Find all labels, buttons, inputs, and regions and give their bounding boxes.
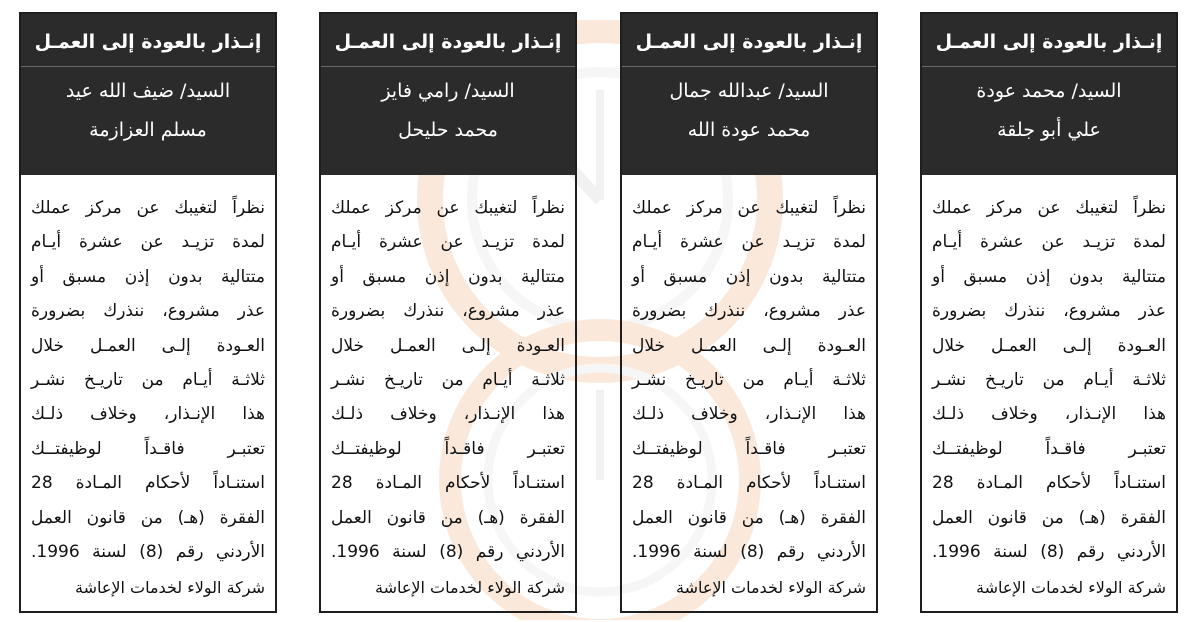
notice-body [321, 175, 575, 569]
body-line: ثلاثـة أيـام من تاريـخ نشـر [331, 370, 565, 391]
body-line: ثلاثـة أيـام من تاريـخ نشـر [31, 370, 265, 391]
header-divider [922, 66, 1176, 67]
body-line: نظراً لتغيبك عن مركز عملك [932, 198, 1166, 218]
notice-body [21, 175, 275, 569]
employee-name-line-1: السيد/ محمد عودة [976, 80, 1122, 102]
notice-body [922, 175, 1176, 569]
body-line: ثلاثـة أيـام من تاريـخ نشـر [932, 370, 1166, 391]
notice-title: إنـذار بالعودة إلى العمـل [935, 31, 1163, 53]
body-line: تعتبـر فاقـداً لوظيفتــك [331, 438, 565, 459]
company-signature: شركة الولاء لخدمات الإعاشة [675, 578, 866, 597]
body-line: الفقرة (هـ) من قانون العمل [331, 507, 565, 528]
notice-header [922, 14, 1176, 175]
body-line: الفقرة (هـ) من قانون العمل [932, 507, 1166, 528]
employee-name-line-2: علي أبو جلقة [997, 119, 1101, 141]
body-line: استنـاداً لأحكام المـادة 28 [31, 473, 265, 494]
body-line: الفقرة (هـ) من قانون العمل [632, 507, 866, 528]
employee-name-line-1: السيد/ رامي فايز [381, 80, 515, 102]
body-line: العـودة إلـى العمـل خلال [932, 335, 1166, 356]
body-line: لمدة تزيـد عن عشرة أيـام [331, 232, 565, 253]
notice-title: إنـذار بالعودة إلى العمـل [334, 31, 562, 53]
notice-body [622, 175, 876, 569]
notice-card-4 [19, 12, 277, 613]
body-line: استنـاداً لأحكام المـادة 28 [932, 473, 1166, 494]
body-line: هذا الإنـذار، وخلاف ذلـك [31, 404, 265, 425]
body-line: نظراً لتغيبك عن مركز عملك [632, 198, 866, 218]
body-line: استنـاداً لأحكام المـادة 28 [331, 473, 565, 494]
notice-title: إنـذار بالعودة إلى العمـل [635, 31, 863, 53]
company-signature: شركة الولاء لخدمات الإعاشة [74, 578, 265, 597]
notice-card-3 [319, 12, 577, 613]
body-line: تعتبـر فاقـداً لوظيفتــك [31, 438, 265, 459]
body-line: متتالية بدون إذن مسبق أو [31, 266, 265, 287]
body-line: استنـاداً لأحكام المـادة 28 [632, 473, 866, 494]
body-line: متتالية بدون إذن مسبق أو [932, 266, 1166, 287]
body-line: الفقرة (هـ) من قانون العمل [31, 507, 265, 528]
employee-name-line-2: محمد عودة الله [687, 119, 811, 141]
notice-card-1 [920, 12, 1178, 613]
notice-card-2 [620, 12, 878, 613]
employee-name-line-1: السيد/ عبدالله جمال [669, 80, 829, 102]
body-line: هذا الإنـذار، وخلاف ذلـك [932, 404, 1166, 425]
body-line: الأردني رقم (8) لسنة 1996. [932, 542, 1166, 563]
body-line: نظراً لتغيبك عن مركز عملك [31, 198, 265, 218]
body-line: عذر مشروع، ننذرك بضرورة [331, 301, 565, 322]
notice-header [321, 14, 575, 175]
body-line: نظراً لتغيبك عن مركز عملك [331, 198, 565, 218]
body-line: تعتبـر فاقـداً لوظيفتــك [632, 438, 866, 459]
header-divider [21, 66, 275, 67]
body-line: عذر مشروع، ننذرك بضرورة [31, 301, 265, 322]
company-signature: شركة الولاء لخدمات الإعاشة [374, 578, 565, 597]
employee-name-line-2: مسلم العزازمة [89, 119, 207, 141]
notice-header [622, 14, 876, 175]
notice-header [21, 14, 275, 175]
body-line: الأردني رقم (8) لسنة 1996. [331, 542, 565, 563]
body-line: الأردني رقم (8) لسنة 1996. [632, 542, 866, 563]
body-line: العـودة إلـى العمـل خلال [331, 335, 565, 356]
body-line: هذا الإنـذار، وخلاف ذلـك [331, 404, 565, 425]
body-line: العـودة إلـى العمـل خلال [31, 335, 265, 356]
body-line: عذر مشروع، ننذرك بضرورة [932, 301, 1166, 322]
header-divider [321, 66, 575, 67]
body-line: عذر مشروع، ننذرك بضرورة [632, 301, 866, 322]
body-line: لمدة تزيـد عن عشرة أيـام [632, 232, 866, 253]
employee-name-line-2: محمد حليحل [398, 119, 498, 141]
body-line: تعتبـر فاقـداً لوظيفتــك [932, 438, 1166, 459]
company-signature: شركة الولاء لخدمات الإعاشة [975, 578, 1166, 597]
employee-name-line-1: السيد/ ضيف الله عيد [65, 80, 231, 102]
body-line: لمدة تزيـد عن عشرة أيـام [31, 232, 265, 253]
body-line: الأردني رقم (8) لسنة 1996. [31, 542, 265, 563]
body-line: هذا الإنـذار، وخلاف ذلـك [632, 404, 866, 425]
body-line: لمدة تزيـد عن عشرة أيـام [932, 232, 1166, 253]
body-line: العـودة إلـى العمـل خلال [632, 335, 866, 356]
header-divider [622, 66, 876, 67]
body-line: متتالية بدون إذن مسبق أو [331, 266, 565, 287]
body-line: متتالية بدون إذن مسبق أو [632, 266, 866, 287]
notice-title: إنـذار بالعودة إلى العمـل [34, 31, 262, 53]
body-line: ثلاثـة أيـام من تاريـخ نشـر [632, 370, 866, 391]
